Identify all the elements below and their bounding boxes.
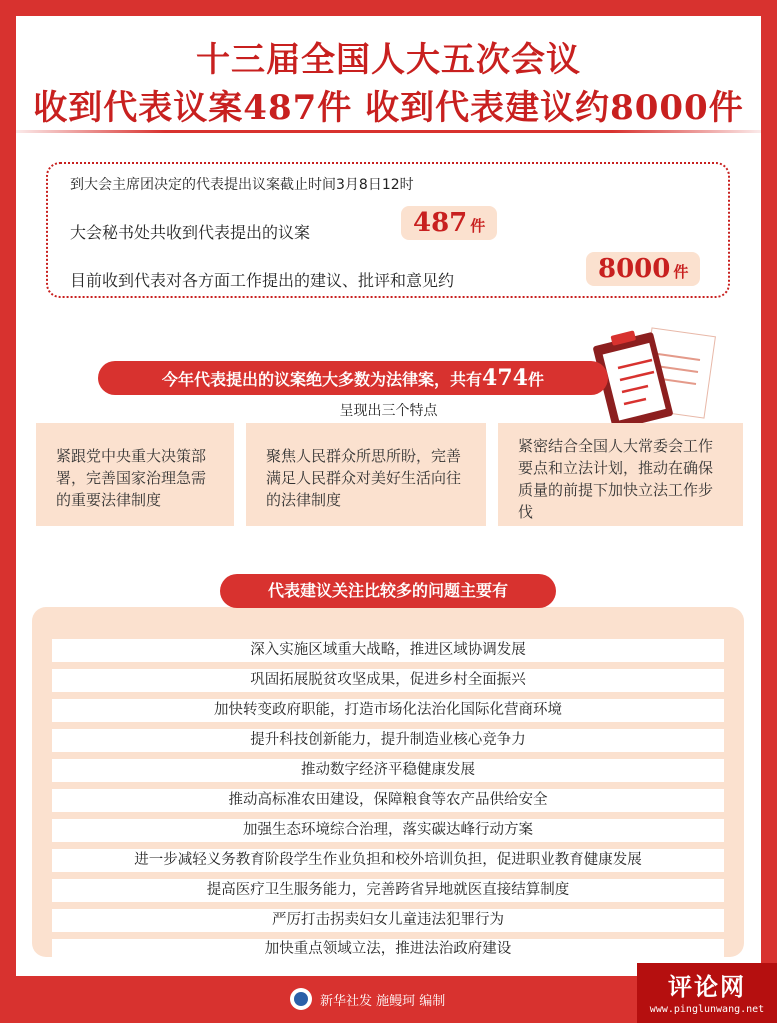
watermark-title: 评论网 — [668, 972, 746, 1001]
page-title-line2: 收到代表议案487件 收到代表建议约8000件 — [33, 88, 744, 128]
feature-card: 聚焦人民群众所思所盼，完善满足人民群众对美好生活向往的法律制度 — [246, 423, 486, 526]
suggestion-item: 加快重点领域立法，推进法治政府建设 — [52, 939, 724, 960]
suggestion-item: 推动数字经济平稳健康发展 — [52, 759, 724, 782]
suggestion-item: 深入实施区域重大战略，推进区域协调发展 — [52, 639, 724, 662]
suggestion-item: 提升科技创新能力，提升制造业核心竞争力 — [52, 729, 724, 752]
suggestion-item: 推动高标准农田建设，保障粮食等农产品供给安全 — [52, 789, 724, 812]
suggestion-item: 加强生态环境综合治理，落实碳达峰行动方案 — [52, 819, 724, 842]
title-divider — [16, 130, 761, 133]
page-title-line1: 十三届全国人大五次会议 — [196, 40, 581, 80]
motions-count-badge — [401, 206, 497, 240]
xinhua-logo-icon — [290, 988, 312, 1010]
law-motions-unit: 件 — [527, 370, 544, 389]
watermark — [637, 963, 777, 1023]
suggestion-item: 严厉打击拐卖妇女儿童违法犯罪行为 — [52, 909, 724, 932]
law-motions-banner — [98, 361, 608, 395]
suggestion-item: 进一步减轻义务教育阶段学生作业负担和校外培训负担，促进职业教育健康发展 — [52, 849, 724, 872]
deadline-text: 到大会主席团决定的代表提出议案截止时间3月8日12时 — [70, 177, 414, 193]
suggestion-item: 提高医疗卫生服务能力，完善跨省异地就医直接结算制度 — [52, 879, 724, 902]
motions-unit: 件 — [470, 217, 486, 235]
law-motions-text: 今年代表提出的议案绝大多数为法律案，共有 — [162, 370, 483, 389]
suggestion-item: 巩固拓展脱贫攻坚成果，促进乡村全面振兴 — [52, 669, 724, 692]
suggestions-panel — [32, 607, 744, 957]
suggestions-text: 目前收到代表对各方面工作提出的建议、批评和意见约 — [70, 271, 455, 290]
suggestions-unit: 件 — [673, 263, 689, 281]
motions-number: 487 — [413, 208, 468, 238]
feature-card: 紧密结合全国人大常委会工作要点和立法计划，推动在确保质量的前提下加快立法工作步伐 — [498, 423, 743, 526]
law-motions-number: 474 — [482, 365, 528, 391]
poster-frame — [16, 16, 761, 976]
suggestions-heading-banner: 代表建议关注比较多的问题主要有 — [220, 574, 556, 608]
suggestion-item: 加快转变政府职能，打造市场化法治化国际化营商环境 — [52, 699, 724, 722]
feature-card: 紧跟党中央重大决策部署，完善国家治理急需的重要法律制度 — [36, 423, 234, 526]
suggestions-number: 8000 — [598, 254, 671, 284]
motions-text: 大会秘书处共收到代表提出的议案 — [70, 223, 311, 242]
credit-text: 新华社发 施鳗珂 编制 — [320, 993, 446, 1009]
info-box — [46, 162, 730, 298]
features-heading: 呈现出三个特点 — [339, 403, 438, 419]
watermark-url: www.pinglunwang.net — [649, 1004, 765, 1015]
footer-credit — [290, 988, 445, 1010]
suggestions-count-badge — [586, 252, 700, 286]
